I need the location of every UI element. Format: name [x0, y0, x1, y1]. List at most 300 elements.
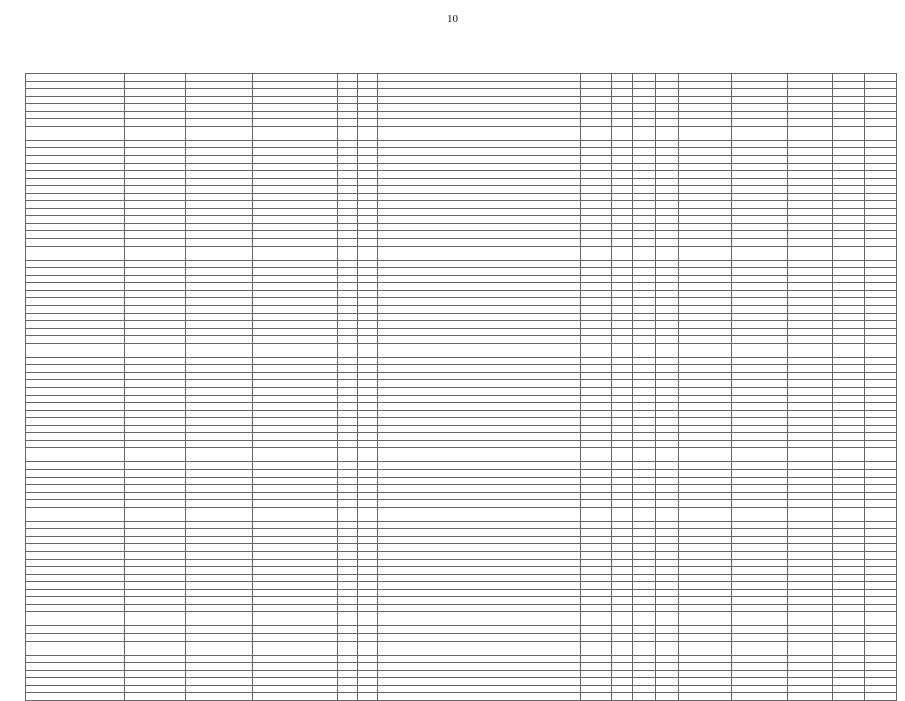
table-cell — [338, 380, 358, 388]
table-cell — [656, 395, 679, 403]
table-cell — [378, 328, 581, 336]
table-cell — [581, 89, 612, 97]
table-cell — [581, 663, 612, 671]
table-cell — [865, 223, 897, 231]
table-cell — [581, 283, 612, 291]
table-cell — [612, 126, 633, 140]
table-cell — [679, 670, 732, 678]
table-cell — [732, 582, 788, 590]
table-cell — [788, 290, 833, 298]
table-cell — [732, 156, 788, 164]
table-cell — [358, 119, 378, 127]
table-cell — [338, 589, 358, 597]
table-cell — [679, 216, 732, 224]
table-cell — [788, 477, 833, 485]
table-row — [26, 685, 897, 693]
table-cell — [358, 372, 378, 380]
table-cell — [338, 328, 358, 336]
table-cell — [656, 156, 679, 164]
table-cell — [186, 410, 253, 418]
table-cell — [612, 298, 633, 306]
table-cell — [633, 485, 656, 493]
table-cell — [679, 140, 732, 148]
table-cell — [788, 574, 833, 582]
table-cell — [788, 626, 833, 634]
table-cell — [612, 589, 633, 597]
table-cell — [656, 336, 679, 344]
table-cell — [581, 477, 612, 485]
table-cell — [656, 231, 679, 239]
table-cell — [679, 567, 732, 575]
table-cell — [633, 500, 656, 508]
table-cell — [865, 171, 897, 179]
table-cell — [833, 433, 865, 441]
table-cell — [732, 171, 788, 179]
table-cell — [732, 283, 788, 291]
table-cell — [358, 178, 378, 186]
table-cell — [125, 395, 186, 403]
table-cell — [656, 290, 679, 298]
table-cell — [633, 216, 656, 224]
table-cell — [679, 529, 732, 537]
table-cell — [26, 283, 125, 291]
table-cell — [378, 156, 581, 164]
table-cell — [788, 440, 833, 448]
table-cell — [612, 507, 633, 521]
table-cell — [865, 574, 897, 582]
table-cell — [679, 521, 732, 529]
table-cell — [656, 126, 679, 140]
table-cell — [26, 298, 125, 306]
table-cell — [26, 582, 125, 590]
table-cell — [732, 410, 788, 418]
table-cell — [612, 275, 633, 283]
table-cell — [833, 469, 865, 477]
table-cell — [581, 544, 612, 552]
table-cell — [865, 193, 897, 201]
table-cell — [865, 290, 897, 298]
table-cell — [186, 462, 253, 470]
table-cell — [656, 529, 679, 537]
table-cell — [865, 552, 897, 560]
table-row — [26, 462, 897, 470]
table-row — [26, 178, 897, 186]
table-cell — [358, 171, 378, 179]
table-cell — [865, 387, 897, 395]
table-cell — [633, 260, 656, 268]
table-row — [26, 567, 897, 575]
table-cell — [125, 89, 186, 97]
table-cell — [788, 96, 833, 104]
table-cell — [253, 239, 338, 247]
table-cell — [358, 290, 378, 298]
table-cell — [26, 567, 125, 575]
table-cell — [612, 283, 633, 291]
table-cell — [732, 536, 788, 544]
table-cell — [656, 521, 679, 529]
table-cell — [186, 223, 253, 231]
table-cell — [656, 685, 679, 693]
table-cell — [378, 239, 581, 247]
table-row — [26, 559, 897, 567]
table-cell — [788, 223, 833, 231]
table-cell — [581, 96, 612, 104]
table-cell — [26, 96, 125, 104]
table-cell — [679, 448, 732, 462]
table-cell — [338, 246, 358, 260]
table-cell — [253, 111, 338, 119]
table-cell — [833, 239, 865, 247]
table-cell — [633, 126, 656, 140]
table-cell — [732, 663, 788, 671]
table-cell — [633, 663, 656, 671]
table-cell — [656, 178, 679, 186]
table-cell — [865, 567, 897, 575]
table-cell — [612, 544, 633, 552]
table-cell — [125, 239, 186, 247]
table-cell — [833, 395, 865, 403]
table-cell — [581, 357, 612, 365]
table-cell — [581, 604, 612, 612]
table-cell — [581, 260, 612, 268]
table-cell — [732, 81, 788, 89]
table-cell — [581, 655, 612, 663]
table-cell — [378, 492, 581, 500]
table-row — [26, 163, 897, 171]
table-cell — [865, 104, 897, 112]
table-cell — [656, 678, 679, 686]
table-cell — [358, 685, 378, 693]
table-row — [26, 492, 897, 500]
table-cell — [186, 626, 253, 634]
table-cell — [581, 140, 612, 148]
table-cell — [679, 163, 732, 171]
table-cell — [656, 462, 679, 470]
table-cell — [732, 462, 788, 470]
table-cell — [338, 96, 358, 104]
table-cell — [633, 589, 656, 597]
table-cell — [679, 425, 732, 433]
table-cell — [865, 477, 897, 485]
table-cell — [26, 559, 125, 567]
table-cell — [865, 462, 897, 470]
table-cell — [186, 685, 253, 693]
table-cell — [253, 410, 338, 418]
table-cell — [732, 372, 788, 380]
table-cell — [125, 193, 186, 201]
table-cell — [358, 395, 378, 403]
table-cell — [788, 365, 833, 373]
table-cell — [186, 343, 253, 357]
table-cell — [378, 321, 581, 329]
table-cell — [26, 670, 125, 678]
table-cell — [732, 425, 788, 433]
table-cell — [358, 500, 378, 508]
table-cell — [788, 357, 833, 365]
table-cell — [612, 81, 633, 89]
table-cell — [378, 163, 581, 171]
table-cell — [612, 567, 633, 575]
table-cell — [833, 685, 865, 693]
table-row — [26, 216, 897, 224]
table-cell — [26, 223, 125, 231]
table-cell — [581, 433, 612, 441]
table-cell — [833, 410, 865, 418]
table-cell — [633, 178, 656, 186]
table-cell — [788, 193, 833, 201]
table-row — [26, 283, 897, 291]
table-cell — [125, 74, 186, 82]
table-row — [26, 74, 897, 82]
table-cell — [186, 208, 253, 216]
table-cell — [358, 582, 378, 590]
table-cell — [633, 380, 656, 388]
table-cell — [253, 343, 338, 357]
table-cell — [788, 544, 833, 552]
table-cell — [788, 410, 833, 418]
table-cell — [358, 529, 378, 537]
table-cell — [788, 268, 833, 276]
table-cell — [253, 336, 338, 344]
table-cell — [656, 268, 679, 276]
table-cell — [732, 193, 788, 201]
table-cell — [612, 336, 633, 344]
table-cell — [679, 81, 732, 89]
table-cell — [679, 343, 732, 357]
table-cell — [865, 275, 897, 283]
table-cell — [788, 448, 833, 462]
table-cell — [833, 283, 865, 291]
table-cell — [378, 612, 581, 626]
table-cell — [26, 387, 125, 395]
table-cell — [833, 223, 865, 231]
table-cell — [186, 529, 253, 537]
table-cell — [186, 655, 253, 663]
table-cell — [612, 104, 633, 112]
table-cell — [788, 89, 833, 97]
table-cell — [125, 298, 186, 306]
table-cell — [679, 298, 732, 306]
table-cell — [679, 260, 732, 268]
table-cell — [865, 641, 897, 655]
table-cell — [378, 365, 581, 373]
table-cell — [679, 552, 732, 560]
table-cell — [633, 231, 656, 239]
table-cell — [833, 89, 865, 97]
table-cell — [338, 163, 358, 171]
table-cell — [338, 641, 358, 655]
table-cell — [338, 500, 358, 508]
table-cell — [612, 403, 633, 411]
table-cell — [612, 462, 633, 470]
table-cell — [833, 119, 865, 127]
table-cell — [186, 111, 253, 119]
table-row — [26, 380, 897, 388]
table-cell — [358, 365, 378, 373]
table-cell — [732, 96, 788, 104]
table-cell — [338, 305, 358, 313]
table-cell — [338, 140, 358, 148]
table-cell — [679, 246, 732, 260]
table-cell — [378, 403, 581, 411]
table-cell — [378, 440, 581, 448]
table-cell — [788, 305, 833, 313]
table-cell — [581, 231, 612, 239]
table-cell — [732, 140, 788, 148]
table-cell — [26, 425, 125, 433]
table-cell — [788, 670, 833, 678]
table-cell — [656, 425, 679, 433]
table-cell — [338, 433, 358, 441]
table-cell — [581, 567, 612, 575]
table-cell — [338, 582, 358, 590]
table-cell — [26, 410, 125, 418]
table-cell — [656, 597, 679, 605]
table-cell — [125, 477, 186, 485]
table-cell — [338, 372, 358, 380]
table-cell — [338, 365, 358, 373]
table-cell — [26, 529, 125, 537]
table-cell — [26, 246, 125, 260]
table-row — [26, 81, 897, 89]
table-cell — [833, 140, 865, 148]
table-cell — [656, 485, 679, 493]
table-cell — [186, 216, 253, 224]
table-cell — [125, 536, 186, 544]
table-cell — [26, 260, 125, 268]
table-cell — [656, 641, 679, 655]
table-cell — [358, 663, 378, 671]
table-cell — [612, 425, 633, 433]
table-cell — [338, 395, 358, 403]
table-cell — [788, 536, 833, 544]
table-cell — [612, 574, 633, 582]
table-cell — [358, 140, 378, 148]
table-cell — [338, 693, 358, 701]
table-cell — [612, 239, 633, 247]
table-cell — [581, 521, 612, 529]
table-cell — [338, 343, 358, 357]
table-cell — [26, 641, 125, 655]
table-cell — [679, 440, 732, 448]
table-cell — [788, 119, 833, 127]
table-cell — [633, 440, 656, 448]
table-cell — [833, 246, 865, 260]
table-cell — [358, 477, 378, 485]
table-cell — [358, 163, 378, 171]
table-cell — [186, 313, 253, 321]
table-cell — [186, 231, 253, 239]
table-cell — [358, 321, 378, 329]
table-cell — [358, 425, 378, 433]
table-cell — [612, 231, 633, 239]
table-cell — [186, 693, 253, 701]
table-cell — [865, 260, 897, 268]
table-cell — [581, 81, 612, 89]
table-cell — [253, 589, 338, 597]
table-cell — [833, 663, 865, 671]
table-cell — [581, 336, 612, 344]
table-cell — [581, 126, 612, 140]
table-cell — [186, 357, 253, 365]
table-cell — [679, 111, 732, 119]
table-cell — [679, 290, 732, 298]
table-cell — [833, 313, 865, 321]
table-cell — [125, 186, 186, 194]
table-cell — [125, 313, 186, 321]
table-cell — [732, 500, 788, 508]
table-cell — [186, 372, 253, 380]
table-cell — [125, 290, 186, 298]
table-cell — [253, 685, 338, 693]
table-cell — [358, 89, 378, 97]
table-cell — [656, 208, 679, 216]
table-cell — [732, 365, 788, 373]
table-cell — [125, 403, 186, 411]
table-cell — [612, 418, 633, 426]
table-cell — [679, 239, 732, 247]
table-cell — [378, 693, 581, 701]
table-cell — [633, 418, 656, 426]
table-cell — [788, 529, 833, 537]
table-row — [26, 477, 897, 485]
table-cell — [253, 96, 338, 104]
table-cell — [186, 387, 253, 395]
table-cell — [358, 678, 378, 686]
table-cell — [125, 372, 186, 380]
table-row — [26, 536, 897, 544]
table-cell — [612, 521, 633, 529]
table-cell — [253, 119, 338, 127]
table-cell — [338, 655, 358, 663]
table-cell — [788, 597, 833, 605]
table-row — [26, 440, 897, 448]
table-cell — [612, 290, 633, 298]
table-cell — [338, 425, 358, 433]
table-cell — [186, 201, 253, 209]
table-cell — [186, 140, 253, 148]
table-cell — [338, 685, 358, 693]
table-cell — [378, 126, 581, 140]
table-cell — [633, 552, 656, 560]
table-cell — [633, 290, 656, 298]
table-cell — [833, 275, 865, 283]
table-cell — [253, 529, 338, 537]
table-cell — [679, 336, 732, 344]
table-cell — [732, 670, 788, 678]
table-cell — [732, 380, 788, 388]
table-cell — [253, 81, 338, 89]
table-cell — [633, 171, 656, 179]
table-cell — [338, 410, 358, 418]
table-cell — [125, 678, 186, 686]
table-cell — [26, 469, 125, 477]
table-cell — [732, 521, 788, 529]
table-cell — [338, 357, 358, 365]
table-cell — [633, 372, 656, 380]
table-cell — [732, 298, 788, 306]
table-cell — [581, 552, 612, 560]
table-cell — [788, 418, 833, 426]
table-cell — [833, 612, 865, 626]
table-cell — [186, 156, 253, 164]
table-cell — [612, 246, 633, 260]
table-cell — [358, 574, 378, 582]
data-table — [25, 73, 880, 701]
table-cell — [612, 111, 633, 119]
table-cell — [732, 433, 788, 441]
table-cell — [186, 298, 253, 306]
